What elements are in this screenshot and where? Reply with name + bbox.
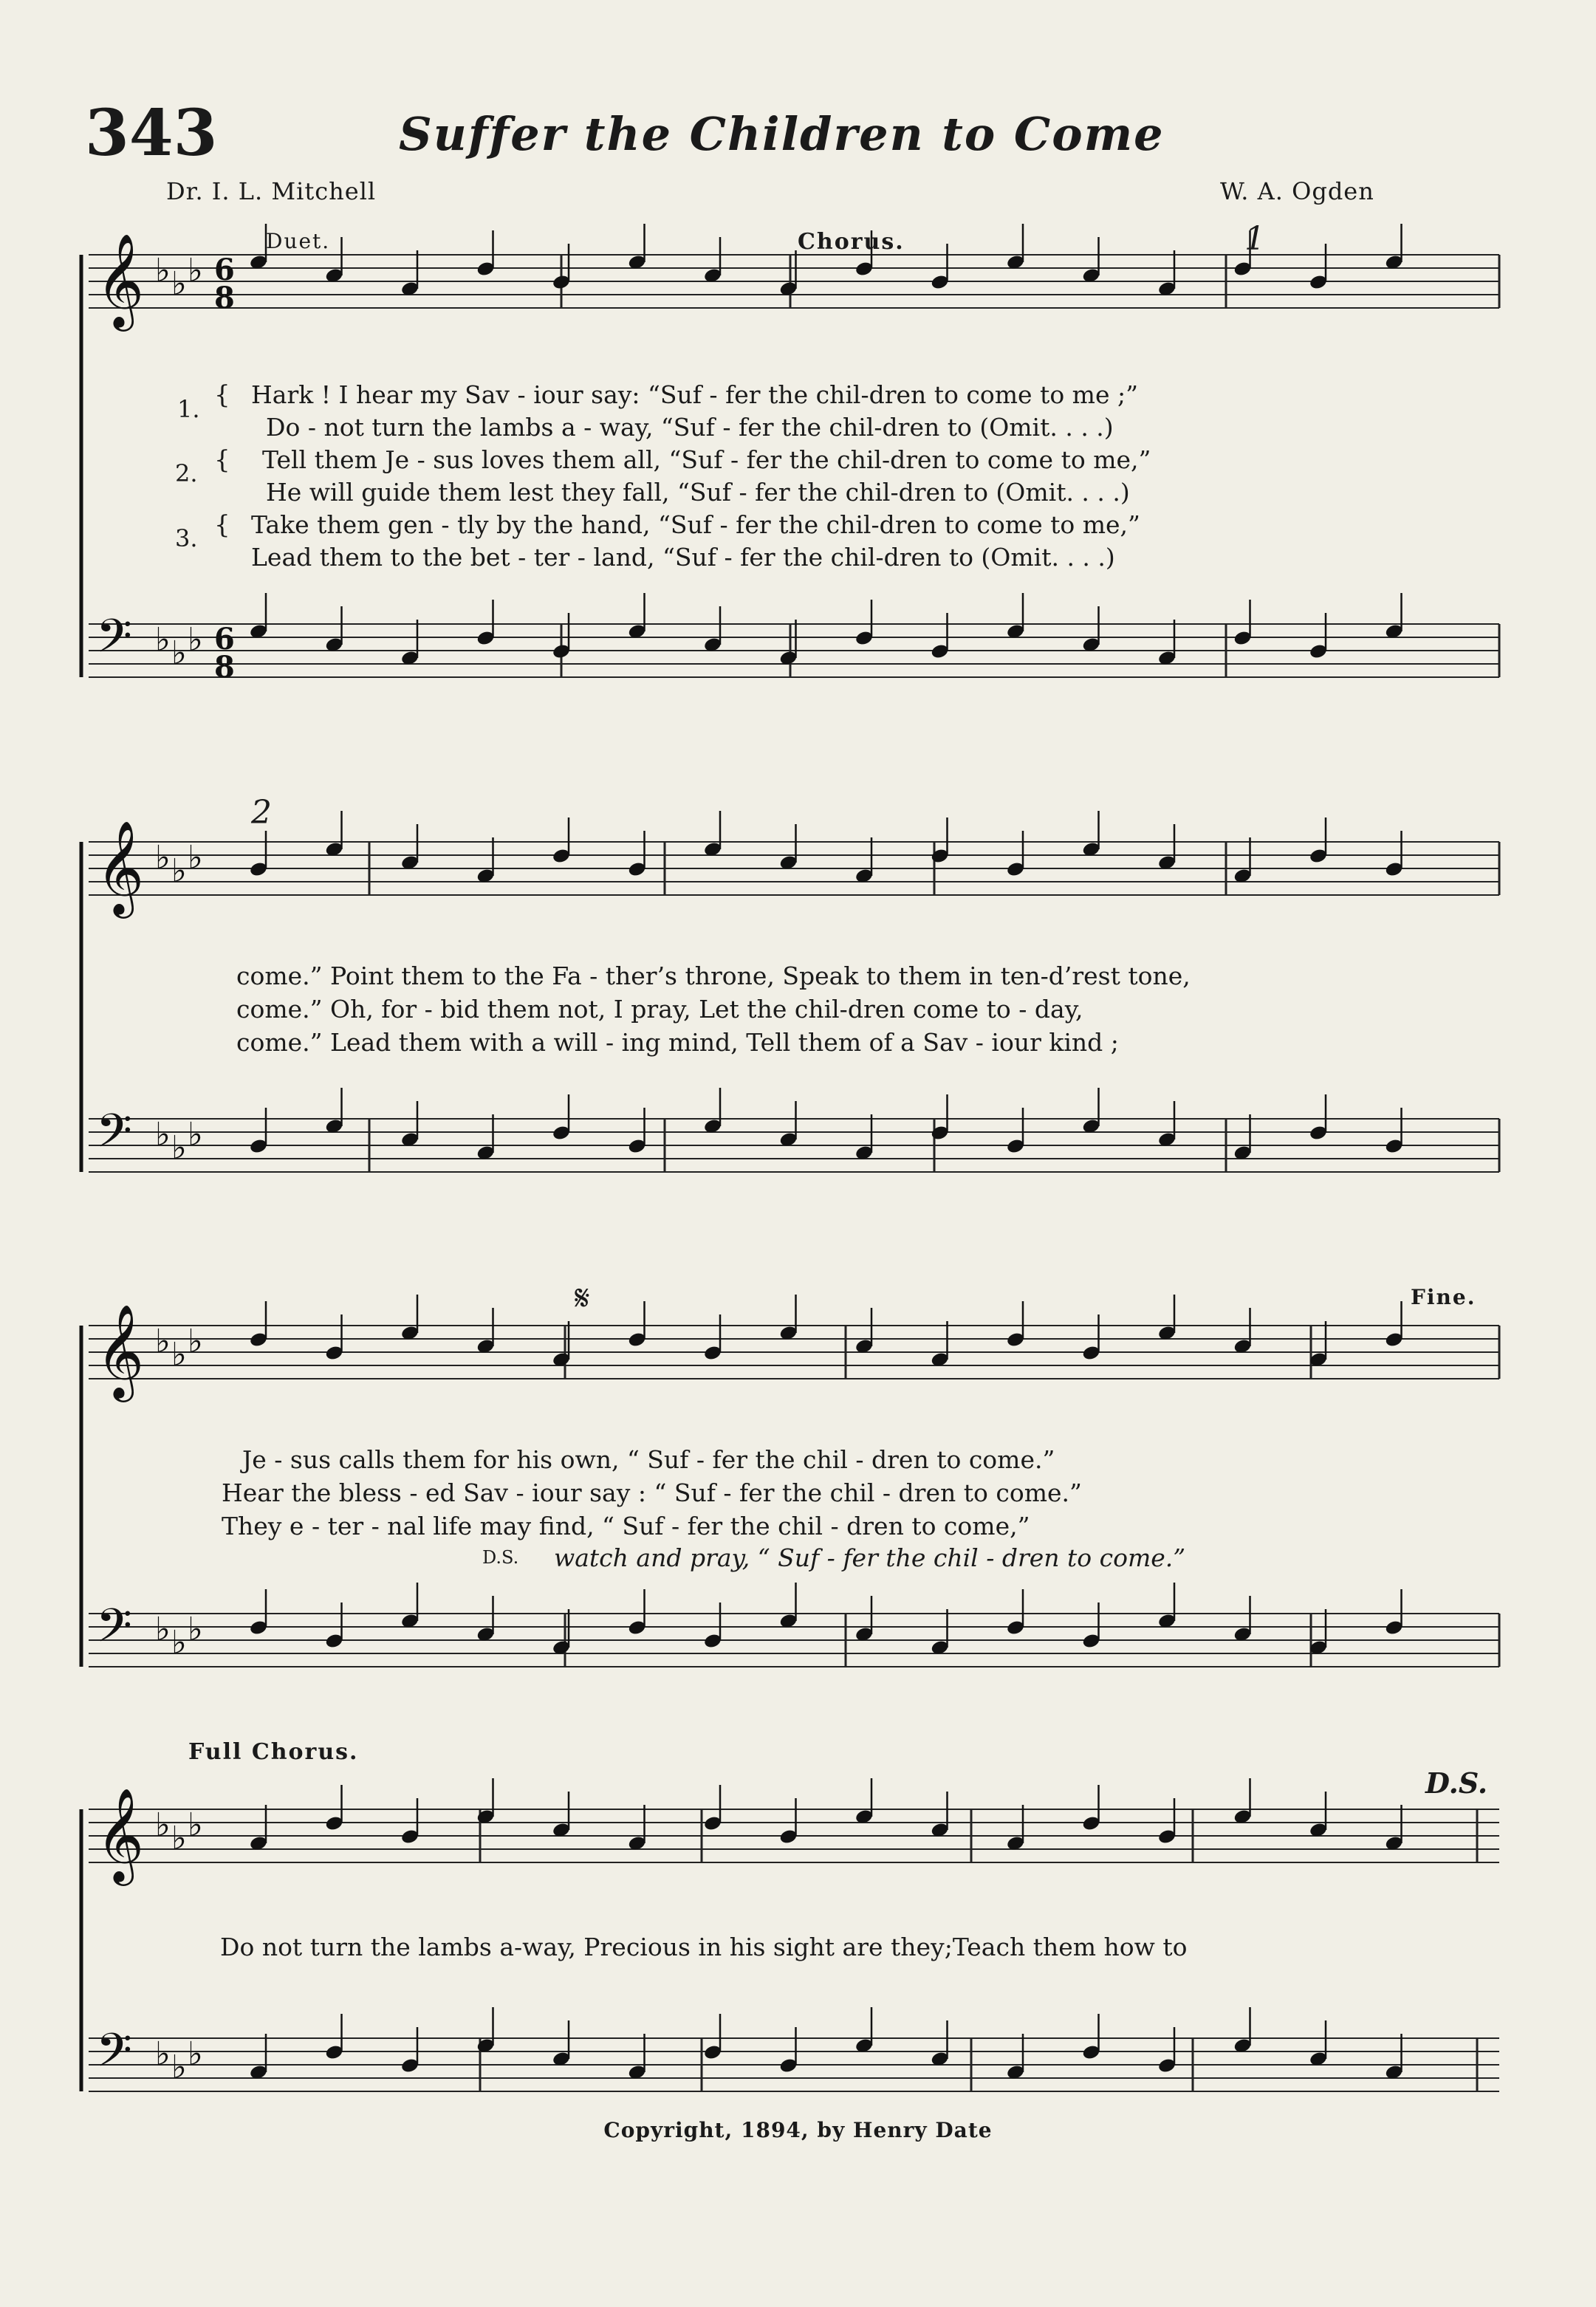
ds-marker: D.S. [482, 1547, 519, 1568]
verse-2-line-2: He will guide them lest they fall, “Suf - fer the chil-dren to (Omit. . . .) [266, 478, 1130, 507]
treble-clef-icon: 𝄞 [96, 820, 145, 914]
ds-direction: D.S. [1425, 1766, 1488, 1800]
verse-brace: { [214, 380, 230, 410]
verse-3-line-1: Take them gen - tly by the hand, “Suf - fer the chil-dren to come to me,” [251, 510, 1140, 539]
flat-icon: ♭ [171, 1129, 187, 1167]
flat-icon: ♭ [171, 1820, 187, 1857]
segno-sign: 𝄋 [575, 1278, 590, 1319]
chorus-direction: Chorus. [798, 229, 905, 255]
flat-icon: ♭ [155, 2035, 171, 2073]
time-signature-bottom: 8 [214, 281, 235, 315]
flat-icon: ♭ [171, 1336, 187, 1374]
time-signature-top: 6 [214, 253, 235, 287]
flat-icon: ♭ [188, 839, 203, 877]
treble-clef-icon: 𝄞 [96, 1787, 145, 1882]
duet-direction: Duet. [266, 229, 331, 253]
flat-icon: ♭ [188, 1806, 203, 1844]
flat-icon: ♭ [171, 634, 187, 672]
flat-icon: ♭ [155, 1323, 171, 1360]
flat-icon: ♭ [171, 1624, 187, 1662]
fine-direction: Fine. [1411, 1285, 1476, 1309]
full-chorus-direction: Full Chorus. [188, 1739, 359, 1765]
flat-icon: ♭ [155, 621, 171, 659]
hymn-number: 343 [85, 96, 218, 171]
flat-icon: ♭ [188, 1611, 203, 1648]
flat-icon: ♭ [155, 252, 171, 289]
bass-clef-icon: 𝄢 [96, 2023, 132, 2088]
treble-clef-icon: 𝄞 [96, 1303, 145, 1398]
verse-number: 3. [175, 524, 198, 552]
verse-1-line-2: Do - not turn the lambs a - way, “Suf - fer the chil-dren to (Omit. . . .) [266, 413, 1114, 442]
system-3-lyric-1: Je - sus calls them for his own, “ Suf - fer the chil - dren to come.” [242, 1445, 1055, 1474]
verse-3-line-2: Lead them to the bet - ter - land, “Suf - fer the chil-dren to (Omit. . . .) [251, 543, 1115, 572]
flat-icon: ♭ [171, 265, 187, 303]
verse-brace: { [214, 445, 230, 475]
verse-1-line-1: Hark ! I hear my Sav - iour say: “Suf - fer the chil-dren to come to me ;” [251, 380, 1138, 409]
system-3-lyric-2: Hear the bless - ed Sav - iour say : “ Suf - fer the chil - dren to come.” [222, 1478, 1082, 1507]
composer-credit: W. A. Ogden [1220, 177, 1374, 205]
time-signature-bottom: 8 [214, 650, 235, 685]
system-3-lyric-3: They e - ter - nal life may find, “ Suf - fer the chil - dren to come,” [222, 1512, 1030, 1540]
flat-icon: ♭ [188, 252, 203, 289]
first-ending-label: 1 [1244, 220, 1265, 258]
verse-2-line-1: Tell them Je - sus loves them all, “Suf - fer the chil-dren to come to me,” [262, 445, 1151, 474]
flat-icon: ♭ [188, 1116, 203, 1154]
verse-number: 1. [177, 395, 200, 423]
flat-icon: ♭ [188, 621, 203, 659]
flat-icon: ♭ [171, 2049, 187, 2086]
verse-brace: { [214, 510, 230, 540]
copyright-notice: Copyright, 1894, by Henry Date [603, 2118, 993, 2142]
system-2-lyric-1: come.” Point them to the Fa - ther’s throne, Speak to them in ten-d’rest tone, [236, 961, 1191, 990]
bass-clef-icon: 𝄢 [96, 1103, 132, 1169]
hymn-title: Suffer the Children to Come [399, 107, 1165, 161]
time-signature-top: 6 [214, 622, 235, 657]
second-ending-label: 2 [251, 794, 272, 832]
bass-clef-icon: 𝄢 [96, 609, 132, 674]
system-2-lyric-2: come.” Oh, for - bid them not, I pray, Let the chil-dren come to - day, [236, 995, 1083, 1024]
flat-icon: ♭ [155, 1116, 171, 1154]
flat-icon: ♭ [188, 2035, 203, 2073]
system-2-lyric-3: come.” Lead them with a will - ing mind, Tell them of a Sav - iour kind ; [236, 1028, 1119, 1057]
treble-clef-icon: 𝄞 [96, 233, 145, 327]
system-4-lyric: Do not turn the lambs a-way, Precious in his sight are they;Teach them how to [220, 1933, 1188, 1961]
flat-icon: ♭ [155, 1611, 171, 1648]
flat-icon: ♭ [171, 852, 187, 890]
flat-icon: ♭ [155, 839, 171, 877]
flat-icon: ♭ [155, 1806, 171, 1844]
system-3-ds-lyric: watch and pray, “ Suf - fer the chil - dren to come.” [554, 1543, 1186, 1572]
author-credit: Dr. I. L. Mitchell [166, 177, 377, 205]
flat-icon: ♭ [188, 1323, 203, 1360]
verse-number: 2. [175, 459, 198, 487]
bass-clef-icon: 𝄢 [96, 1598, 132, 1664]
